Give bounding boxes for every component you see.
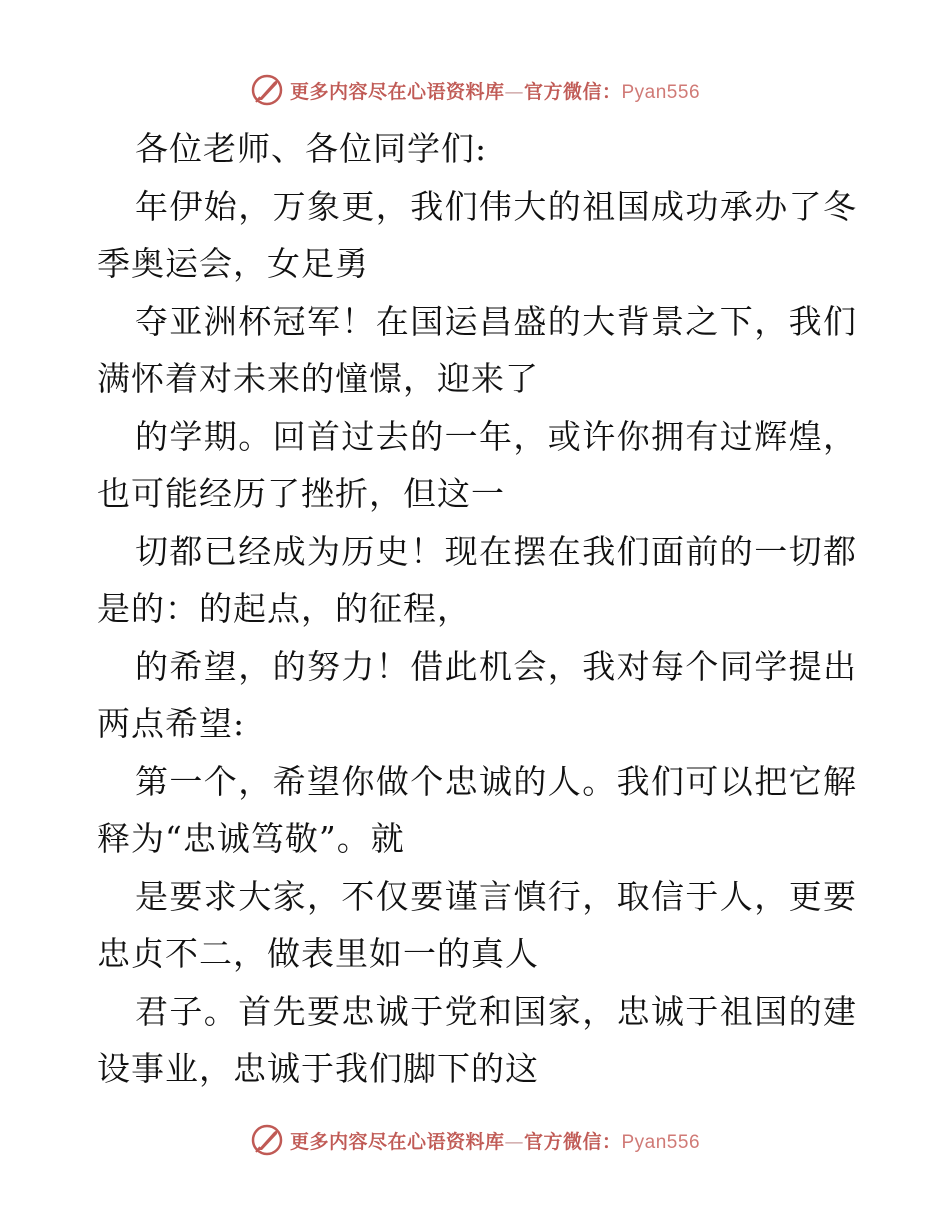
banner-wechat-label: 官方微信：: [523, 80, 622, 103]
banner-main-text: 更多内容尽在心语资料库: [289, 80, 505, 103]
footer-banner-text: [290, 1127, 700, 1154]
header-banner-text: [290, 77, 700, 104]
paragraph-1: 年伊始，万象更，我们伟大的祖国成功承办了冬季奥运会，女足勇: [97, 186, 857, 283]
footer-banner: [0, 1120, 950, 1160]
paragraph-8: 君子。首先要忠诚于党和国家，忠诚于祖国的建设事业，忠诚于我们脚下的这: [97, 991, 857, 1088]
paragraph-6: 第一个，希望你做个忠诚的人。我们可以把它解释为“忠诚笃敬”。就: [97, 761, 857, 858]
paragraph-7: 是要求大家，不仅要谨言慎行，取信于人，更要忠贞不二，做表里如一的真人: [97, 876, 857, 973]
banner-separator: —: [504, 80, 524, 103]
banner-wechat-label: 官方微信：: [523, 1130, 622, 1153]
salutation: 各位老师、各位同学们:: [135, 129, 488, 168]
quill-pen-logo-icon: [250, 73, 284, 107]
header-banner: [0, 70, 950, 110]
banner-main-text: 更多内容尽在心语资料库: [289, 1130, 505, 1153]
paragraph-3: 的学期。回首过去的一年，或许你拥有过辉煌，也可能经历了挫折，但这一: [97, 416, 857, 513]
banner-wechat-id: Pyan556: [621, 81, 701, 103]
paragraph-4: 切都已经成为历史！现在摆在我们面前的一切都是的：的起点，的征程，: [97, 531, 857, 628]
banner-wechat-id: Pyan556: [621, 1131, 701, 1153]
quill-pen-logo-icon: [250, 1123, 284, 1157]
paragraph-5: 的希望，的努力！借此机会，我对每个同学提出两点希望:: [97, 646, 857, 743]
banner-separator: —: [504, 1130, 524, 1153]
document-body: [97, 120, 857, 1098]
paragraph-2: 夺亚洲杯冠军！在国运昌盛的大背景之下，我们满怀着对未来的憧憬，迎来了: [97, 301, 857, 398]
